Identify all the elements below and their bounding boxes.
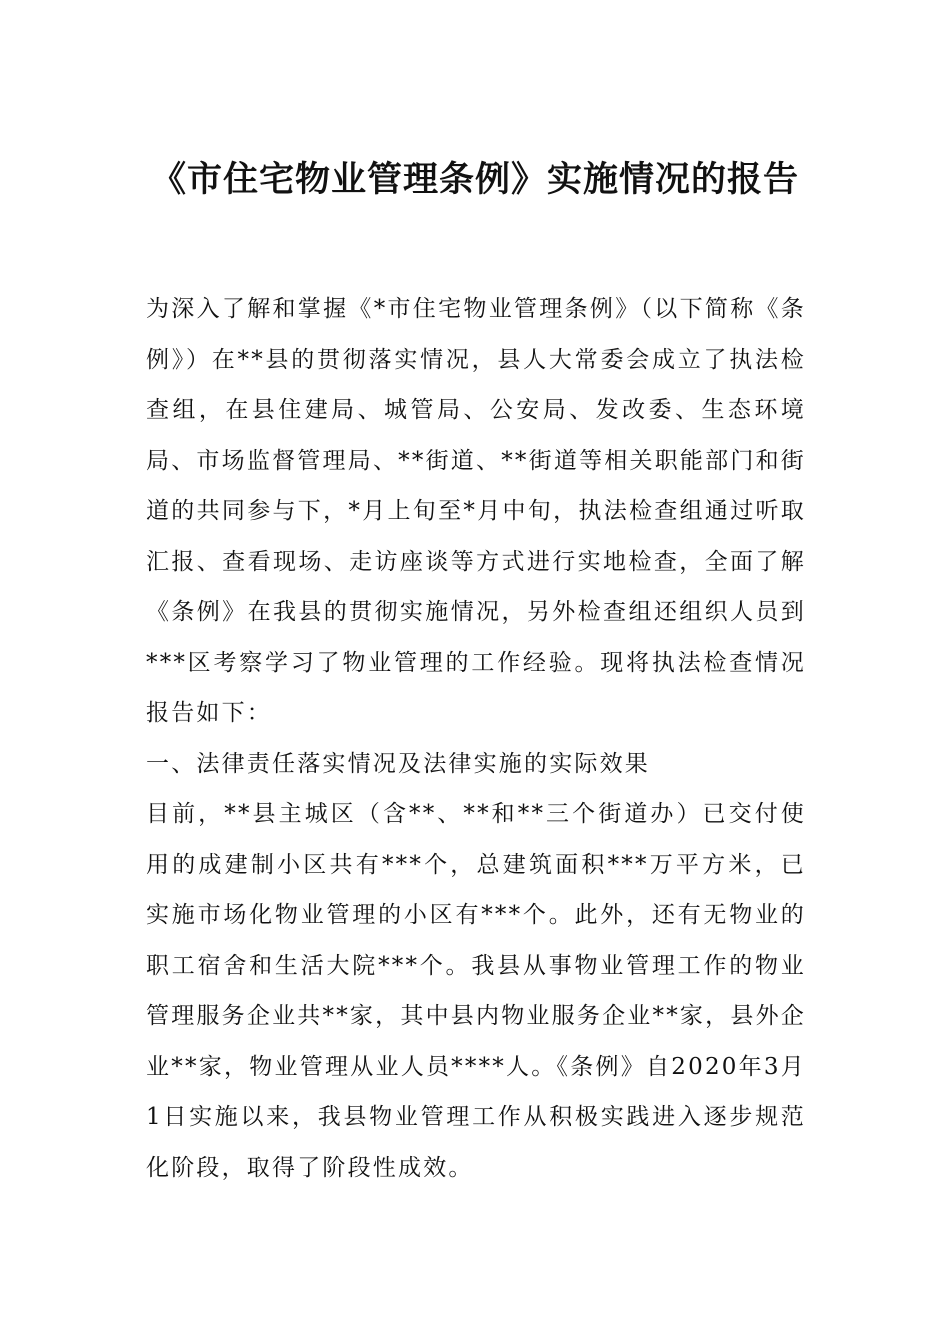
intro-paragraph: 为深入了解和掌握《*市住宅物业管理条例》（以下简称《条例》）在**县的贯彻落实情况，县人大常委会成立了执法检查组，在县住建局、城管局、公安局、发改委、生态环境局、市场监督管理局、**街道、**街道等相关职能部门和街道的共同参与下，*月上旬至*月中旬，执法检查组通过听取汇报、查看现场、走访座谈等方式进行实地检查，全面了解《条例》在我县的贯彻实施情况，另外检查组还组织人员到***区考察学习了物业管理的工作经验。现将执法检查情况报告如下： bbox=[146, 296, 806, 726]
document-body bbox=[146, 284, 806, 1193]
document-title: 《市住宅物业管理条例》实施情况的报告 bbox=[150, 159, 799, 200]
section-1-heading: 一、法律责任落实情况及法律实施的实际效果 bbox=[146, 750, 650, 777]
section-1-paragraph: 目前，**县主城区（含**、**和**三个街道办）已交付使用的成建制小区共有***个，总建筑面积***万平方米，已实施市场化物业管理的小区有***个。此外，还有无物业的职工宿舍和生活大院***个。我县从事物业管理工作的物业管理服务企业共**家，其中县内物业服务企业**家，县外企业**家，物业管理从业人员****人。《条例》自2020年3月1日实施以来，我县物业管理工作从积极实践进入逐步规范化阶段，取得了阶段性成效。 bbox=[146, 801, 806, 1181]
